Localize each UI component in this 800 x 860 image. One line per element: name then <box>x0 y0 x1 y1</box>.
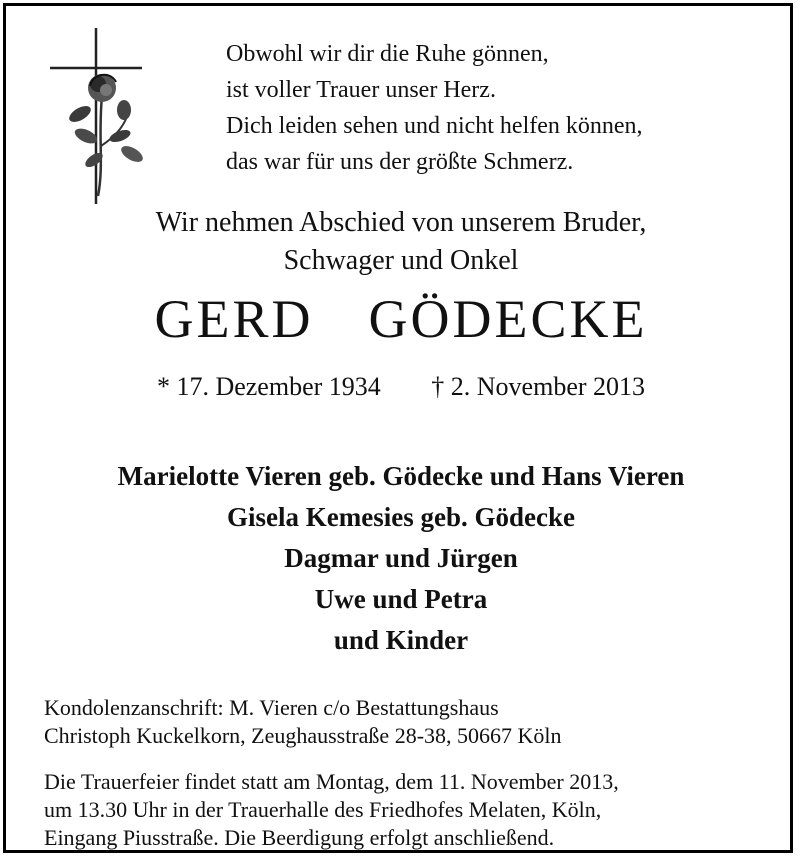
family-entry: Dagmar und Jürgen <box>284 543 518 573</box>
family-list <box>6 456 796 661</box>
condolence-line: Kondolenzanschrift: M. Vieren c/o Bestattungshaus <box>44 695 499 720</box>
poem-line: Dich leiden sehen und nicht helfen können, <box>226 113 643 139</box>
death-date: † 2. November 2013 <box>431 372 646 401</box>
last-name: GÖDECKE <box>368 289 648 349</box>
family-entry: Marielotte Vieren geb. Gödecke und Hans Vieren <box>117 461 685 491</box>
cross-with-rose-icon <box>46 26 156 206</box>
farewell-intro <box>6 204 796 280</box>
family-entry: Gisela Kemesies geb. Gödecke <box>227 502 575 532</box>
condolence-address <box>44 694 784 750</box>
intro-line: Schwager und Onkel <box>283 245 519 276</box>
first-name: GERD <box>154 289 314 349</box>
intro-line: Wir nehmen Abschied von unserem Bruder, <box>155 207 647 238</box>
family-entry: Uwe und Petra <box>314 584 488 614</box>
deceased-name <box>6 288 796 350</box>
poem-line: Obwohl wir dir die Ruhe gönnen, <box>226 41 549 67</box>
ceremony-line: um 13.30 Uhr in der Trauerhalle des Friedhofes Melaten, Köln, <box>44 797 602 822</box>
poem-line: ist voller Trauer unser Herz. <box>226 77 496 103</box>
family-entry: und Kinder <box>333 625 469 655</box>
poem <box>226 36 786 180</box>
ceremony-info <box>44 768 784 852</box>
life-dates <box>6 372 796 402</box>
ceremony-line: Eingang Piusstraße. Die Beerdigung erfolgt anschließend. <box>44 825 555 850</box>
condolence-line: Christoph Kuckelkorn, Zeughausstraße 28-38, 50667 Köln <box>44 723 562 748</box>
ceremony-line: Die Trauerfeier findet statt am Montag, dem 11. November 2013, <box>44 769 619 794</box>
birth-date: * 17. Dezember 1934 <box>156 372 381 401</box>
obituary-notice <box>3 3 793 853</box>
poem-line: das war für uns der größte Schmerz. <box>226 149 574 175</box>
